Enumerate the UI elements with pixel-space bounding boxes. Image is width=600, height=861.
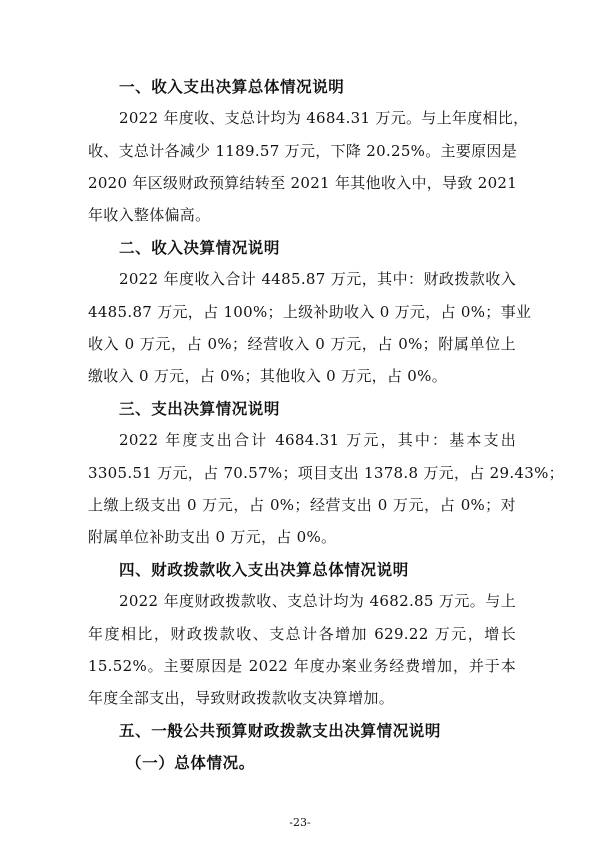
section2-line-4: 缴收入 0 万元，占 0%；其他收入 0 万元，占 0%。: [88, 367, 447, 385]
section3-line-4: 附属单位补助支出 0 万元，占 0%。: [88, 528, 337, 546]
section3-line-1: 2022 年度支出合计 4684.31 万元，其中：基本支出: [119, 431, 516, 449]
page-number: -23-: [289, 816, 311, 829]
section2-line-1: 2022 年度收入合计 4485.87 万元，其中：财政拨款收入: [119, 270, 516, 288]
section4-line-3: 15.52%。主要原因是 2022 年度办案业务经费增加，并于本: [88, 657, 516, 675]
section4-line-4: 年度全部支出，导致财政拨款收支决算增加。: [88, 689, 395, 707]
section4-heading: 四、财政拨款收入支出决算总体情况说明: [119, 561, 409, 579]
section1-line-3: 2020 年区级财政预算结转至 2021 年其他收入中，导致 2021: [88, 174, 518, 192]
section3-heading: 三、支出决算情况说明: [119, 400, 281, 418]
section3-line-2: 3305.51 万元，占 70.57%；项目支出 1378.8 万元，占 29.43%；: [88, 464, 564, 482]
section3-line-3: 上缴上级支出 0 万元，占 0%；经营支出 0 万元，占 0%；对: [88, 496, 516, 514]
section4-line-2: 年度相比，财政拨款收、支总计各增加 629.22 万元，增长: [88, 625, 516, 643]
section5-subheading: （一）总体情况。: [126, 754, 255, 772]
section1-line-4: 年收入整体偏高。: [88, 206, 211, 224]
section1-line-2: 收、支总计各减少 1189.57 万元，下降 20.25%。主要原因是: [88, 142, 518, 160]
section1-line-1: 2022 年度收、支总计均为 4684.31 万元。与上年度相比，: [119, 109, 529, 127]
section5-heading: 五、一般公共预算财政拨款支出决算情况说明: [119, 722, 442, 740]
section4-line-1: 2022 年度财政拨款收、支总计均为 4682.85 万元。与上: [119, 592, 516, 610]
section1-heading: 一、收入支出决算总体情况说明: [119, 78, 345, 96]
section2-line-2: 4485.87 万元，占 100%；上级补助收入 0 万元，占 0%；事业: [88, 303, 532, 321]
section2-line-3: 收入 0 万元，占 0%；经营收入 0 万元，占 0%；附属单位上: [88, 335, 516, 353]
section2-heading: 二、收入决算情况说明: [119, 239, 281, 257]
